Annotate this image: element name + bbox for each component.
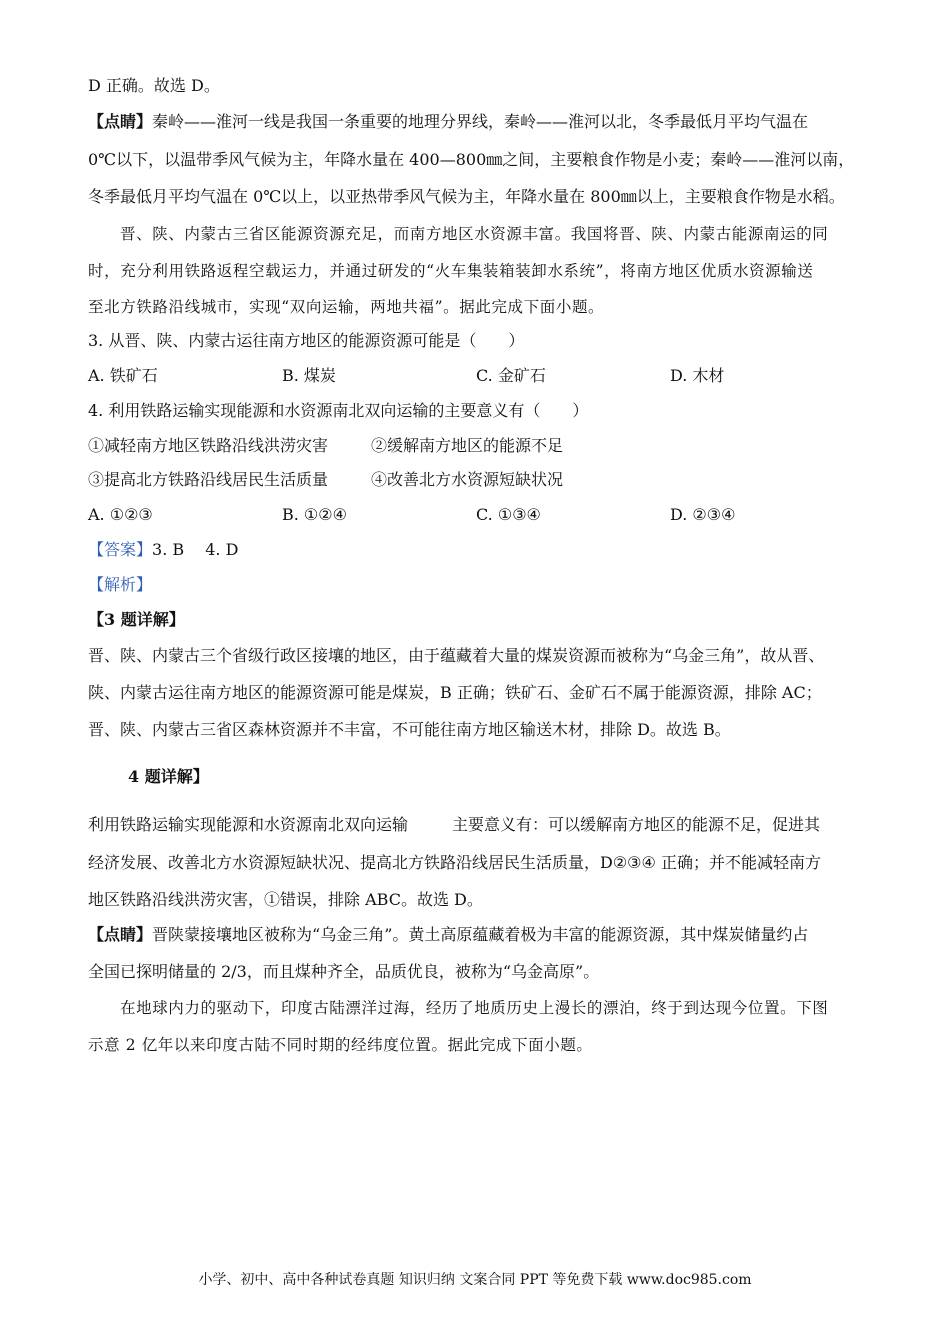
q4-option-b: B. ①②④ — [282, 505, 347, 524]
text-line: 冬季最低月平均气温在 0℃以上，以亚热带季风气候为主，年降水量在 800㎜以上，主要粮食作物是水稻。 — [88, 187, 845, 206]
intro-line: 时，充分利用铁路返程空载运力，并通过研发的“火车集装箱装卸水系统”，将南方地区优质水资源输送 — [88, 262, 814, 280]
detail-4-heading: 4 题详解】 — [128, 767, 209, 786]
text-line: 晋、陕、内蒙古三个省级行政区接壤的地区，由于蕴藏着大量的煤炭资源而被称为“乌金三角”，故从晋、 — [88, 646, 825, 665]
text-line: 全国已探明储量的 2/3，而且煤种齐全，品质优良，被称为“乌金高原”。 — [88, 962, 600, 981]
text-line: 地区铁路沿线洪涝灾害，①错误，排除 ABC。故选 D。 — [88, 890, 483, 909]
text-line: 陕、内蒙古运往南方地区的能源资源可能是煤炭，B 正确；铁矿石、金矿石不属于能源资源，排除 AC； — [88, 683, 822, 702]
text-line — [88, 815, 820, 835]
tip-label: 【点睛】 — [88, 925, 153, 944]
tip-label: 【点睛】 — [88, 112, 153, 131]
text-line: 经济发展、改善北方水资源短缺状况、提高北方铁路沿线居民生活质量，D②③④ 正确；并不能减轻南方 — [88, 853, 821, 872]
q4-option-a: A. ①②③ — [88, 505, 153, 524]
text-line: 0℃以下，以温带季风气候为主，年降水量在 400—800㎜之间，主要粮食作物是小麦；秦岭——淮河以南， — [88, 150, 855, 169]
q4-option-c: C. ①③④ — [476, 505, 541, 524]
q3-option-b: B. 煤炭 — [282, 366, 336, 385]
tip-text: 秦岭——淮河一线是我国一条重要的地理分界线，秦岭——淮河以北，冬季最低月平均气温在 — [152, 112, 809, 131]
q4-option-d: D. ②③④ — [670, 505, 736, 524]
answer-line — [88, 540, 238, 560]
text-line: 晋、陕、内蒙古三省区森林资源并不丰富，不可能往南方地区输送木材，排除 D。故选 B。 — [88, 720, 731, 739]
answer-label: 【答案】 — [88, 540, 153, 559]
q3-option-a: A. 铁矿石 — [88, 366, 158, 385]
text-segment: 利用铁路运输实现能源和水资源南北双向运输 — [88, 815, 409, 834]
q4-statement-4: ④改善北方水资源短缺状况 — [371, 470, 564, 489]
text-line: D 正确。故选 D。 — [88, 76, 220, 95]
q3-option-d: D. 木材 — [670, 366, 725, 385]
tip-paragraph — [88, 112, 808, 132]
intro-line: 晋、陕、内蒙古三省区能源资源充足，而南方地区水资源丰富。我国将晋、陕、内蒙古能源南运的同 — [120, 225, 829, 243]
intro-line: 至北方铁路沿线城市，实现“双向运输，两地共福”。据此完成下面小题。 — [88, 298, 605, 316]
q4-statement-3: ③提高北方铁路沿线居民生活质量 — [88, 470, 329, 489]
intro-line: 示意 2 亿年以来印度古陆不同时期的经纬度位置。据此完成下面小题。 — [88, 1036, 593, 1054]
question-4: 4. 利用铁路运输实现能源和水资源南北双向运输的主要意义有（ ） — [88, 401, 589, 420]
q4-statement-2: ②缓解南方地区的能源不足 — [371, 436, 564, 455]
q4-statement-1: ①减轻南方地区铁路沿线洪涝灾害 — [88, 436, 329, 455]
tip-text: 晋陕蒙接壤地区被称为“乌金三角”。黄土高原蕴藏着极为丰富的能源资源，其中煤炭储量约占 — [152, 925, 809, 944]
question-3: 3. 从晋、陕、内蒙古运往南方地区的能源资源可能是（ ） — [88, 331, 525, 350]
tip-paragraph — [88, 925, 808, 945]
detail-3-heading: 【3 题详解】 — [88, 610, 185, 629]
answer-text: 3. B 4. D — [152, 540, 239, 559]
q3-option-c: C. 金矿石 — [476, 366, 546, 385]
intro-line: 在地球内力的驱动下，印度古陆漂洋过海，经历了地质历史上漫长的漂泊，终于到达现今位置。下图 — [120, 999, 829, 1017]
text-segment: 主要意义有：可以缓解南方地区的能源不足，促进其 — [452, 815, 821, 834]
page-footer: 小学、初中、高中各种试卷真题 知识归纳 文案合同 PPT 等免费下载 www.doc985.com — [198, 1272, 752, 1288]
analysis-label: 【解析】 — [88, 575, 153, 594]
